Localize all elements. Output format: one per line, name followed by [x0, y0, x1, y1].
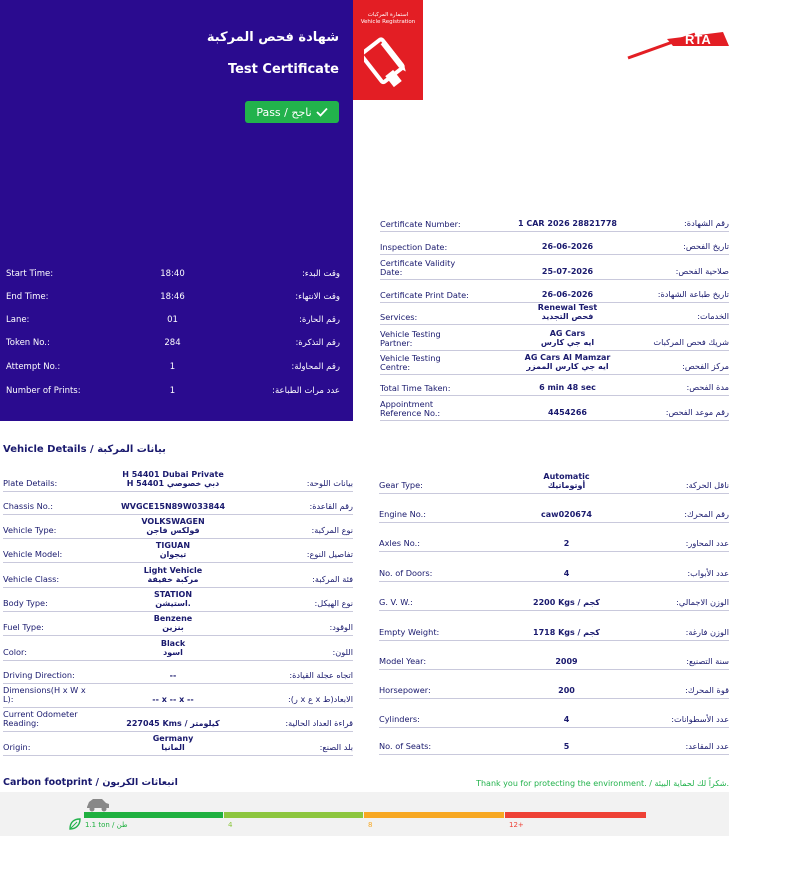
certificate-value	[475, 383, 660, 392]
lane-info-value: 1	[169, 386, 176, 396]
vehicle-detail-row	[379, 581, 729, 611]
vehicle-detail-value-line: 2200 Kgs / كجم	[533, 598, 600, 607]
vehicle-detail-label: Plate Details:	[3, 478, 58, 488]
lane-info-label-ar: عدد مرات الطباعة:	[272, 386, 340, 396]
certificate-row	[380, 256, 729, 280]
vehicle-detail-label: Cylinders:	[379, 714, 420, 724]
certificate-label-ar: تاريخ طباعة الشهادة:	[657, 289, 729, 299]
vehicle-detail-row	[379, 551, 729, 582]
lane-info-row	[0, 309, 353, 332]
certificate-value-line: 4454266	[548, 408, 587, 417]
vehicle-detail-value	[98, 671, 248, 680]
vehicle-detail-value-line: --	[169, 671, 177, 680]
vehicle-detail-row	[3, 731, 353, 756]
vehicle-detail-label: Horsepower:	[379, 685, 431, 695]
vehicle-detail-label: Current Odometer Reading:	[3, 709, 78, 728]
vehicle-detail-row	[3, 514, 353, 539]
carbon-scale-segment	[505, 812, 646, 818]
vehicle-detail-label: Vehicle Model:	[3, 549, 63, 559]
vehicle-detail-label: No. of Seats:	[379, 741, 432, 751]
vehicle-detail-value	[98, 541, 248, 559]
vehicle-detail-value	[474, 686, 659, 695]
vehicle-detail-label: Chassis No.:	[3, 501, 53, 511]
certificate-value	[475, 290, 660, 299]
carbon-scale-label: 12+	[509, 821, 524, 829]
vehicle-detail-label-ar: فئة المركبة:	[312, 574, 353, 584]
certificate-value	[475, 329, 660, 347]
vehicle-detail-value-ar: استيشن.	[155, 599, 191, 608]
badge-english: Vehicle Registration	[360, 19, 416, 25]
vehicle-detail-row	[3, 466, 353, 492]
vehicle-detail-row	[3, 587, 353, 612]
vehicle-detail-value-line: Black	[160, 639, 186, 648]
vehicle-detail-label-ar: نوع الهيكل:	[314, 598, 353, 608]
vehicle-detail-label-ar: الوزن فارغة:	[685, 627, 729, 637]
certificate-label-ar: الخدمات:	[697, 311, 729, 321]
environment-thanks: Thank you for protecting the environment. / شكراً لك لحماية البيئة.	[476, 779, 729, 788]
vehicle-detail-label-ar: قوة المحرك:	[685, 685, 729, 695]
certificate-label-ar: رقم الشهادة:	[684, 218, 729, 228]
vehicle-detail-value	[98, 517, 248, 535]
lane-info-label: Number of Prints:	[6, 386, 81, 396]
lane-info-label-ar: رقم المحاولة:	[291, 362, 340, 372]
certificate-label-ar: تاريخ الفحص:	[683, 241, 729, 251]
vehicle-detail-label: Vehicle Type:	[3, 525, 57, 535]
vehicle-detail-value-line: H 54401 Dubai Private	[122, 470, 224, 479]
vehicle-detail-label: No. of Doors:	[379, 568, 433, 578]
vehicle-detail-value-line: TIGUAN	[155, 541, 191, 550]
vehicle-detail-label-ar: نوع المركبة:	[311, 525, 353, 535]
vehicle-detail-row	[379, 465, 729, 494]
vehicle-detail-label-ar: الوزن الاجمالي:	[676, 597, 729, 607]
certificate-label-ar: مدة الفحص:	[686, 382, 729, 392]
certificate-row	[380, 208, 729, 232]
vehicle-detail-value	[474, 628, 659, 637]
vehicle-detail-value-ar: اسود	[163, 648, 183, 657]
vehicle-detail-label: Axles No.:	[379, 538, 420, 548]
carbon-scale-segment	[224, 812, 363, 818]
lane-info-label-ar: رقم الحارة:	[299, 315, 340, 325]
vehicle-details-heading: Vehicle Details / بيانات المركبة	[3, 444, 166, 455]
vehicle-detail-row	[3, 683, 353, 708]
vehicle-detail-value	[98, 734, 248, 752]
vehicle-detail-label-ar: بلد الصنع:	[319, 742, 353, 752]
vehicle-registration-badge	[353, 0, 423, 100]
certificate-label: Certificate Print Date:	[380, 290, 469, 300]
vehicle-detail-label: Color:	[3, 647, 27, 657]
current-footprint-label: 1.1 ton / طن	[85, 821, 128, 829]
certificate-value-line: Renewal Test	[537, 303, 598, 312]
certificate-value-line: 6 min 48 sec	[539, 383, 596, 392]
certificate-row	[380, 350, 729, 375]
lane-info-label: Attempt No.:	[6, 362, 61, 372]
rta-logo-text: RTA	[685, 32, 711, 47]
summary-panel	[0, 0, 353, 421]
vehicle-detail-value	[98, 502, 248, 511]
vehicle-detail-value	[474, 598, 659, 607]
certificate-value-ar: فحص التجديد	[541, 312, 594, 321]
certificate-value-line: 26-06-2026	[541, 242, 594, 251]
vehicle-detail-row	[379, 522, 729, 552]
vehicle-detail-label: Empty Weight:	[379, 627, 440, 637]
leaf-icon	[69, 818, 81, 830]
vehicle-detail-value	[474, 539, 659, 548]
vehicle-detail-label: Engine No.:	[379, 509, 427, 519]
vehicle-detail-value	[98, 590, 248, 608]
vehicle-detail-value-ar: H 54401 دبي خصوصي	[126, 479, 220, 488]
certificate-value-ar: ايه جي كارس الممزر	[526, 362, 609, 371]
certificate-label: Vehicle Testing Partner:	[380, 329, 441, 348]
vehicle-detail-value-line: 1718 Kgs / كجم	[533, 628, 600, 637]
lane-info-value: 01	[167, 315, 178, 325]
vehicle-detail-value-line: WVGCE15N89W033844	[120, 502, 226, 511]
certificate-row	[380, 280, 729, 303]
vehicle-detail-value	[98, 470, 248, 488]
certificate-value	[475, 353, 660, 371]
vehicle-detail-label-ar: عدد المقاعد:	[685, 741, 729, 751]
check-icon	[316, 107, 328, 117]
certificate-value	[475, 408, 660, 417]
certificate-row	[380, 326, 729, 351]
vehicle-detail-label: Fuel Type:	[3, 622, 44, 632]
vehicle-detail-value-line: 4	[563, 569, 570, 578]
vehicle-detail-value	[474, 510, 659, 519]
vehicle-detail-value	[474, 472, 659, 490]
certificate-label: Vehicle Testing Centre:	[380, 353, 441, 372]
vehicle-detail-label: Body Type:	[3, 598, 48, 608]
vehicle-detail-label-ar: اللون:	[332, 647, 353, 657]
vehicle-detail-value	[98, 566, 248, 584]
vehicle-detail-value-ar: بنزين	[162, 623, 184, 632]
vehicle-detail-label: Gear Type:	[379, 480, 423, 490]
title-english: Test Certificate	[227, 62, 339, 77]
vehicle-detail-value-line: Light Vehicle	[143, 566, 203, 575]
vehicle-detail-label: Vehicle Class:	[3, 574, 60, 584]
vehicle-detail-row	[379, 640, 729, 670]
certificate-value-ar: ايه جي كارس	[540, 338, 595, 347]
certificate-value-line: 1 CAR 2026 28821778	[518, 219, 617, 228]
vehicle-detail-value	[474, 742, 659, 751]
lane-info-row	[0, 286, 353, 309]
vehicle-detail-value	[474, 569, 659, 578]
vehicle-detail-value-ar: أوتوماتيك	[547, 481, 586, 490]
certificate-row	[380, 232, 729, 255]
vehicle-detail-label: Model Year:	[379, 656, 427, 666]
vehicle-detail-row	[3, 491, 353, 515]
vehicle-detail-value-ar: مركبة خفيفة	[147, 575, 199, 584]
lane-info-label-ar: وقت البدء:	[301, 269, 340, 279]
vehicle-detail-value-line: VOLKSWAGEN	[141, 517, 205, 526]
certificate-value	[475, 303, 660, 321]
certificate-value-line: AG Cars Al Mamzar	[524, 353, 611, 362]
vehicle-detail-row	[379, 698, 729, 728]
vehicle-detail-value-line: 4	[563, 715, 570, 724]
vehicle-detail-label-ar: قراءة العداد الحالية:	[285, 718, 353, 728]
vehicle-detail-value	[98, 695, 248, 704]
lane-info-label-ar: رقم التذكرة:	[295, 338, 340, 348]
vehicle-detail-row	[3, 707, 353, 732]
vehicle-detail-label-ar: ناقل الحركة:	[685, 480, 729, 490]
vehicle-detail-label-ar: رقم المحرك:	[684, 509, 729, 519]
vehicle-detail-label: Driving Direction:	[3, 670, 75, 680]
certificate-value	[475, 242, 660, 251]
lane-info-value: 284	[164, 338, 181, 348]
certificate-label: Total Time Taken:	[380, 383, 451, 393]
vehicle-detail-row	[3, 562, 353, 588]
vehicle-detail-label: Dimensions(H x W x L):	[3, 685, 86, 704]
vehicle-detail-value	[98, 639, 248, 657]
vehicle-detail-label: Origin:	[3, 742, 31, 752]
vehicle-detail-value-line: 2	[563, 539, 570, 548]
badge-arabic: استمارة المركبات	[367, 12, 409, 18]
certificate-label: Certificate Number:	[380, 219, 461, 229]
vehicle-detail-value	[98, 719, 248, 728]
vehicle-detail-value-line: Germany	[152, 734, 194, 743]
certificate-value-line: AG Cars	[549, 329, 586, 338]
lane-info-label: Lane:	[6, 315, 30, 325]
vehicle-detail-label-ar: الوقود:	[329, 622, 353, 632]
certificate-label: Certificate Validity Date:	[380, 258, 456, 277]
registration-card-icon	[364, 33, 414, 91]
vehicle-detail-value-line: Automatic	[543, 472, 590, 481]
certificate-value	[475, 267, 660, 276]
vehicle-detail-value-line: 5	[563, 742, 570, 751]
vehicle-detail-value-ar: تيجوان	[159, 550, 187, 559]
rta-logo-icon	[625, 26, 730, 62]
certificate-row	[380, 302, 729, 325]
certificate-label-ar: شريك فحص المركبات	[653, 337, 729, 347]
lane-info-label-ar: وقت الانتهاء:	[295, 292, 340, 302]
vehicle-detail-value-line: 2009	[555, 657, 578, 666]
vehicle-detail-label-ar: بيانات اللوحة:	[306, 478, 353, 488]
vehicle-detail-row	[379, 493, 729, 523]
lane-info-row	[0, 332, 353, 355]
vehicle-detail-value	[474, 715, 659, 724]
vehicle-detail-value-ar: المانيا	[161, 743, 185, 752]
vehicle-detail-label-ar: عدد الأبواب:	[687, 568, 729, 578]
vehicle-detail-row	[379, 727, 729, 755]
lane-info-label: Token No.:	[6, 338, 50, 348]
certificate-label: Inspection Date:	[380, 242, 448, 252]
certificate-value-line: 26-06-2026	[541, 290, 594, 299]
vehicle-detail-value	[474, 657, 659, 666]
vehicle-detail-row	[3, 635, 353, 661]
carbon-scale-label: 4	[228, 821, 233, 829]
vehicle-detail-label-ar: عدد الأسطوانات:	[671, 714, 729, 724]
vehicle-detail-row	[3, 538, 353, 563]
vehicle-detail-label-ar: رقم القاعدة:	[309, 501, 353, 511]
title-arabic: شهادة فحص المركبة	[206, 30, 339, 45]
carbon-scale-segment	[364, 812, 504, 818]
vehicle-detail-row	[3, 660, 353, 684]
vehicle-detail-row	[3, 611, 353, 636]
certificate-label: Services:	[380, 312, 418, 322]
lane-info-label: End Time:	[6, 292, 49, 302]
lane-info-value: 18:40	[160, 269, 185, 279]
certificate-row	[380, 374, 729, 396]
pass-status-badge	[245, 101, 339, 123]
certificate-value	[475, 219, 660, 228]
pass-label: ناجح / Pass	[256, 105, 312, 119]
vehicle-detail-label-ar: تفاصيل النوع:	[306, 549, 353, 559]
lane-info-row	[0, 356, 353, 379]
vehicle-detail-value	[98, 614, 248, 632]
carbon-scale-label: 8	[368, 821, 373, 829]
carbon-scale-segment	[84, 812, 223, 818]
lane-info-row	[0, 380, 353, 403]
vehicle-detail-value-line: 227045 Kms / كيلومتر	[126, 719, 220, 728]
vehicle-detail-row	[379, 669, 729, 699]
vehicle-detail-value-line: 200	[558, 686, 575, 695]
vehicle-detail-label-ar: الابعاد(ط x ع x ر):	[287, 694, 353, 704]
lane-info-value: 18:46	[160, 292, 185, 302]
vehicle-detail-row	[379, 610, 729, 641]
certificate-label-ar: رقم موعد الفحص:	[665, 407, 729, 417]
certificate-value-line: 25-07-2026	[541, 267, 594, 276]
vehicle-detail-label-ar: اتجاه عجلة القيادة:	[289, 670, 353, 680]
lane-info-value: 1	[169, 362, 176, 372]
vehicle-detail-value-ar: فولكس فاجن	[146, 526, 200, 535]
certificate-label-ar: صلاحية الفحص:	[675, 266, 729, 276]
vehicle-detail-label-ar: عدد المحاور:	[685, 538, 729, 548]
vehicle-detail-value-line: caw020674	[541, 510, 592, 519]
carbon-footprint-heading: Carbon footprint / انبعاثات الكربون	[3, 777, 178, 788]
lane-info-label: Start Time:	[6, 269, 54, 279]
lane-info-row	[0, 263, 353, 286]
vehicle-detail-label-ar: سنة التصنيع:	[686, 656, 729, 666]
car-icon	[85, 796, 111, 812]
certificate-row	[380, 398, 729, 421]
certificate-label-ar: مركز الفحص:	[682, 361, 729, 371]
vehicle-detail-value-line: STATION	[153, 590, 193, 599]
vehicle-detail-value-line: Benzene	[153, 614, 193, 623]
vehicle-detail-label: G. V. W.:	[379, 597, 413, 607]
certificate-label: Appointment Reference No.:	[380, 399, 441, 418]
vehicle-detail-value-line: -- x -- x --	[152, 695, 194, 704]
